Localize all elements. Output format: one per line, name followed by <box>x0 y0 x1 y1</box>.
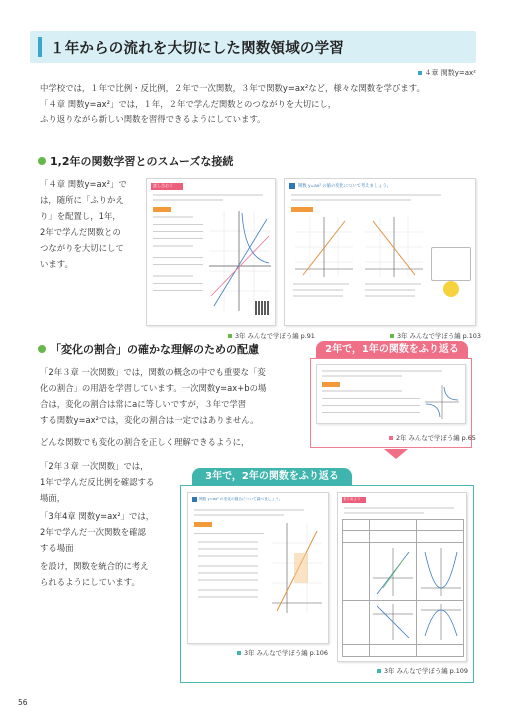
graph-figure <box>373 548 413 596</box>
comparison-table <box>342 519 464 657</box>
text-line: 2年で学んだ関数との <box>40 227 121 237</box>
intro-line: ふり返りながら新しい関数を習得できるようにしています。 <box>40 114 266 124</box>
section1-heading-text: 1,2年の関数学習とのスムーズな接続 <box>50 155 234 168</box>
text-line: つながりを大切にして <box>40 243 124 253</box>
closing-paragraph <box>40 558 170 590</box>
thumb-header: 関数 y=ax² の変化の割合について調べましょう。 <box>199 497 283 501</box>
graph-figure <box>295 217 353 277</box>
pink-review-box <box>310 358 476 448</box>
text-line: 合は，変化の割合は常にaに等しいですが，３年で学習 <box>40 399 247 409</box>
textbook-page-thumbnail <box>316 364 466 424</box>
caption <box>228 331 315 340</box>
square-bullet-icon <box>418 71 422 75</box>
item-paragraph <box>40 508 170 556</box>
text-line: 「４章 関数y=ax²」で <box>40 179 127 189</box>
square-bullet-icon <box>389 436 393 440</box>
graph-figure <box>421 548 461 596</box>
green-dot-icon <box>38 345 46 353</box>
caption-text: 3年 みんなで学ぼう編 p.106 <box>244 649 328 657</box>
teal-section-tab: 3年で，2年の関数をふり返る <box>192 468 352 485</box>
page-number: 56 <box>18 698 28 707</box>
title-banner <box>30 31 476 63</box>
graph-figure <box>421 604 461 640</box>
square-bullet-icon <box>228 334 232 338</box>
chapter-tag-label: ４章 関数y=ax² <box>424 69 476 77</box>
teal-review-box <box>180 485 474 683</box>
text-line: は，随所に「ふりかえ <box>40 195 124 205</box>
square-bullet-icon <box>377 669 381 673</box>
text-line: 「2年３章 一次関数」では， <box>40 461 149 471</box>
thumb-header: まとめよう <box>343 497 361 501</box>
text-line: り」を配置し，1年， <box>40 211 121 221</box>
textbook-page-thumbnail <box>337 492 467 662</box>
section2-paragraph <box>40 364 310 428</box>
graph-figure <box>272 523 322 613</box>
title-accent-bar <box>38 37 42 57</box>
text-line: 化の割合」の用語を学習しています。一次関数y=ax+bの場 <box>40 383 267 393</box>
graph-figure <box>373 604 413 640</box>
section2-heading <box>38 341 259 357</box>
thumb-header: 話し合おう <box>153 183 173 188</box>
intro-line: 「４章 関数y=ax²」では，１年，２年で学んだ関数とのつながりを大切にし， <box>40 98 337 109</box>
character-mascot-icon <box>443 281 459 297</box>
speech-bubble <box>431 247 471 281</box>
item-paragraph <box>40 458 170 506</box>
textbook-page-thumbnail <box>187 492 329 644</box>
caption <box>237 648 328 657</box>
hyperbola-figure <box>425 385 459 419</box>
text-line: を設け，関数を統合的に考え <box>40 561 149 571</box>
pink-section-tab: 2年で，1年の関数をふり返る <box>316 341 468 358</box>
intro-line: 中学校では，１年で比例・反比例，２年で一次関数，３年で関数y=ax²など，様々な関数を学びます。 <box>40 83 425 93</box>
chapter-tag <box>418 68 476 78</box>
square-bullet-icon <box>390 334 394 338</box>
graph-figure <box>365 217 423 277</box>
text-line: います。 <box>40 259 73 269</box>
thumb-header: 関数 y=ax² の値の変化について考えましょう。 <box>298 184 392 189</box>
graph-figure <box>209 211 271 311</box>
caption-text: 3年 みんなで学ぼう編 p.109 <box>384 667 468 675</box>
transition-line: どんな関数でも変化の割合を正しく理解できるように， <box>40 437 250 447</box>
down-arrow-icon <box>384 449 408 459</box>
textbook-page-thumbnail <box>146 178 276 326</box>
text-line: 「3年4章 関数y=ax²」では， <box>40 511 155 521</box>
page-title: １年からの流れを大切にした関数領域の学習 <box>50 41 344 57</box>
section1-paragraph <box>40 176 140 272</box>
section1-heading <box>38 153 233 169</box>
caption <box>377 666 468 675</box>
caption-text: 3年 みんなで学ぼう編 p.103 <box>397 332 481 340</box>
caption <box>390 331 481 340</box>
intro-paragraph <box>40 81 480 128</box>
caption-text: 2年 みんなで学ぼう編 p.65 <box>396 434 476 442</box>
caption-text: 3年 みんなで学ぼう編 p.91 <box>235 332 315 340</box>
green-dot-icon <box>38 157 46 165</box>
textbook-page-thumbnail <box>284 178 476 326</box>
qr-code-icon <box>255 301 269 315</box>
text-line: する場面 <box>40 543 74 553</box>
text-line: 1年で学んだ反比例を確認する <box>40 477 155 487</box>
text-line: られるようにしています。 <box>40 577 140 587</box>
square-bullet-icon <box>237 651 241 655</box>
section2-heading-text: 「変化の割合」の確かな理解のための配慮 <box>50 343 259 356</box>
text-line: 「2年３章 一次関数」では，関数の概念の中でも重要な「変 <box>40 367 266 377</box>
text-line: 場面， <box>40 493 66 503</box>
caption <box>389 433 476 442</box>
text-line: 2年で学んだ一次関数を確認 <box>40 527 146 537</box>
text-line: する関数y=ax²では，変化の割合は一定ではありません。 <box>40 415 259 425</box>
